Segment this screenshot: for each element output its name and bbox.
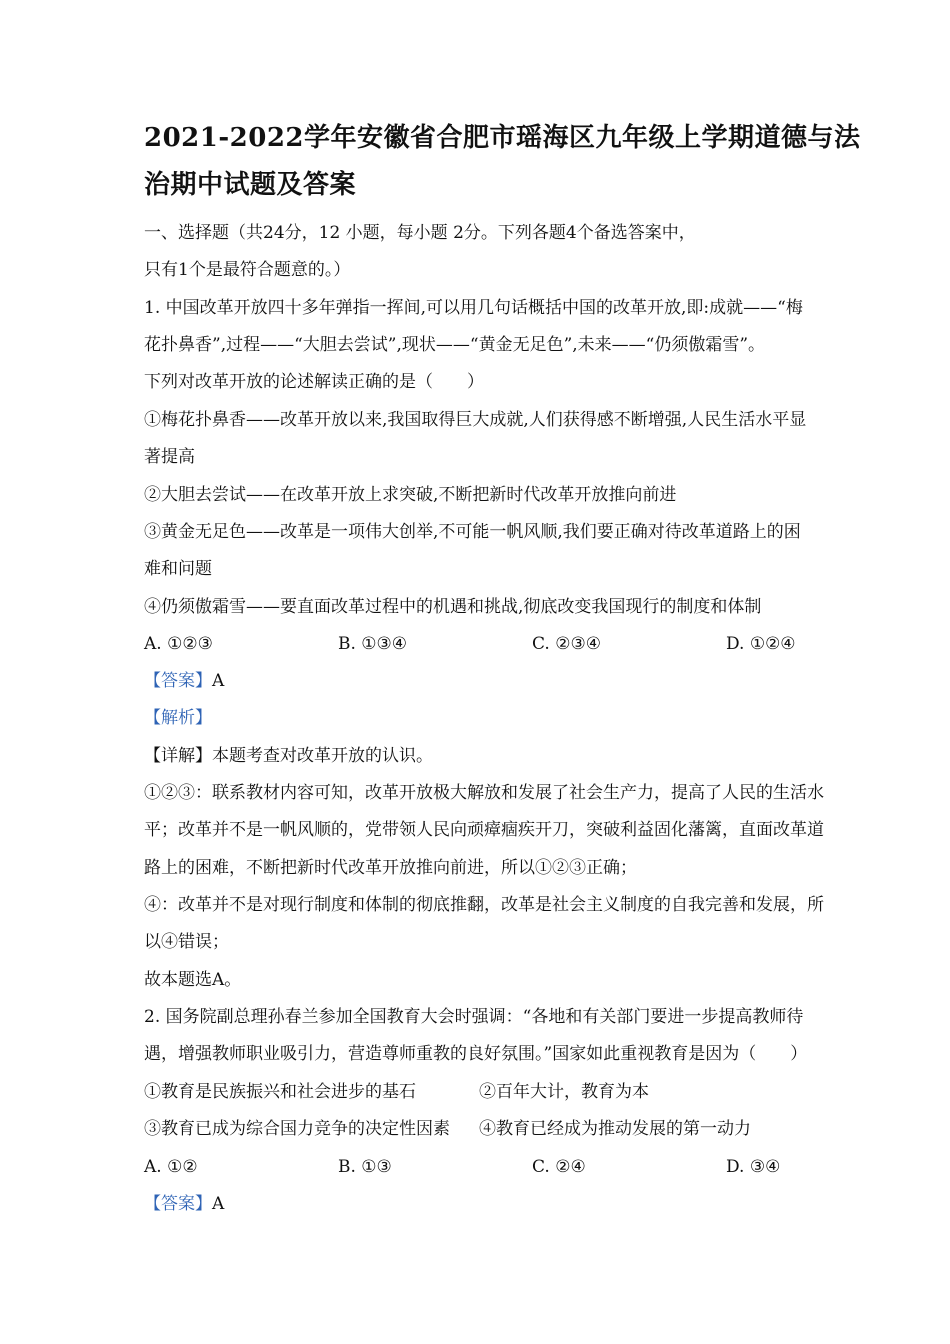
q1-item-2: ②大胆去尝试——在改革开放上求突破,不断把新时代改革开放推向前进 [144, 485, 677, 505]
q2-answer [144, 1193, 824, 1215]
q1-answer [144, 670, 824, 692]
q2-stem-line-1: 2. 国务院副总理孙春兰参加全国教育大会时强调：“各地和有关部门要进一步提高教师待 [144, 1007, 804, 1027]
q1-explanation-line-1: ①②③：联系教材内容可知，改革开放极大解放和发展了社会生产力，提高了人民的生活水 [144, 783, 824, 803]
q2-item-3: ③教育已成为综合国力竞争的决定性因素 [144, 1119, 450, 1139]
q1-detail-text: 本题考查对改革开放的认识。 [212, 746, 433, 766]
q2-answer-value: A [212, 1194, 225, 1214]
q2-option-a: A. ①② [144, 1157, 198, 1177]
q2-item-1: ①教育是民族振兴和社会进步的基石 [144, 1082, 416, 1102]
q2-option-c: C. ②④ [532, 1157, 586, 1177]
q1-item-3-line-2: 难和问题 [144, 559, 212, 579]
q2-item-4: ④教育已经成为推动发展的第一动力 [479, 1119, 751, 1139]
detail-tag: 【详解】 [144, 746, 212, 766]
q1-analysis-heading [144, 707, 824, 729]
q1-explanation-line-4: ④：改革并不是对现行制度和体制的彻底推翻，改革是社会主义制度的自我完善和发展，所 [144, 895, 824, 915]
section-heading-line-1: 一、选择题（共24分，12 小题，每小题 2分。下列各题4个备选答案中， [144, 223, 696, 243]
q1-stem-line-1: 1. 中国改革开放四十多年弹指一挥间,可以用几句话概括中国的改革开放,即:成就——“梅 [144, 298, 803, 318]
q1-item-4: ④仍须傲霜雪——要直面改革过程中的机遇和挑战,彻底改变我国现行的制度和体制 [144, 597, 762, 617]
q2-option-b: B. ①③ [338, 1157, 392, 1177]
q1-answer-value: A [212, 671, 225, 691]
q1-item-3-line-1: ③黄金无足色——改革是一项伟大创举,不可能一帆风顺,我们要正确对待改革道路上的困 [144, 522, 801, 542]
q1-option-d: D. ①②④ [726, 634, 796, 654]
q2-stem-line-2: 遇，增强教师职业吸引力，营造尊师重教的良好氛围。”国家如此重视教育是因为（ ） [144, 1044, 808, 1064]
q2-item-2: ②百年大计，教育为本 [479, 1082, 649, 1102]
q1-explanation-line-3: 路上的困难，不断把新时代改革开放推向前进，所以①②③正确； [144, 858, 637, 878]
q1-conclusion: 故本题选A。 [144, 970, 242, 990]
q2-option-d: D. ③④ [726, 1157, 781, 1177]
q1-option-a: A. ①②③ [144, 634, 213, 654]
section-heading-line-2: 只有1个是最符合题意的。） [144, 260, 351, 280]
q1-detail [144, 745, 824, 767]
answer-tag: 【答案】 [144, 671, 212, 691]
q1-explanation-line-5: 以④错误； [144, 932, 229, 952]
doc-title-line-2: 治期中试题及答案 [144, 170, 357, 200]
q1-option-c: C. ②③④ [532, 634, 601, 654]
doc-title-line-1: 2021-2022学年安徽省合肥市瑶海区九年级上学期道德与法 [144, 123, 861, 153]
q1-stem-line-2: 花扑鼻香”,过程——“大胆去尝试”,现状——“黄金无足色”,未来——“仍须傲霜雪”。 [144, 335, 766, 355]
analysis-tag: 【解析】 [144, 708, 212, 728]
q1-stem-line-3: 下列对改革开放的论述解读正确的是（ ） [144, 372, 484, 392]
answer-tag: 【答案】 [144, 1194, 212, 1214]
q1-explanation-line-2: 平；改革并不是一帆风顺的，党带领人民向顽瘴痼疾开刀，突破利益固化藩篱，直面改革道 [144, 820, 824, 840]
q1-item-1-line-1: ①梅花扑鼻香——改革开放以来,我国取得巨大成就,人们获得感不断增强,人民生活水平显 [144, 410, 807, 430]
q1-option-b: B. ①③④ [338, 634, 408, 654]
q1-item-1-line-2: 著提高 [144, 447, 195, 467]
